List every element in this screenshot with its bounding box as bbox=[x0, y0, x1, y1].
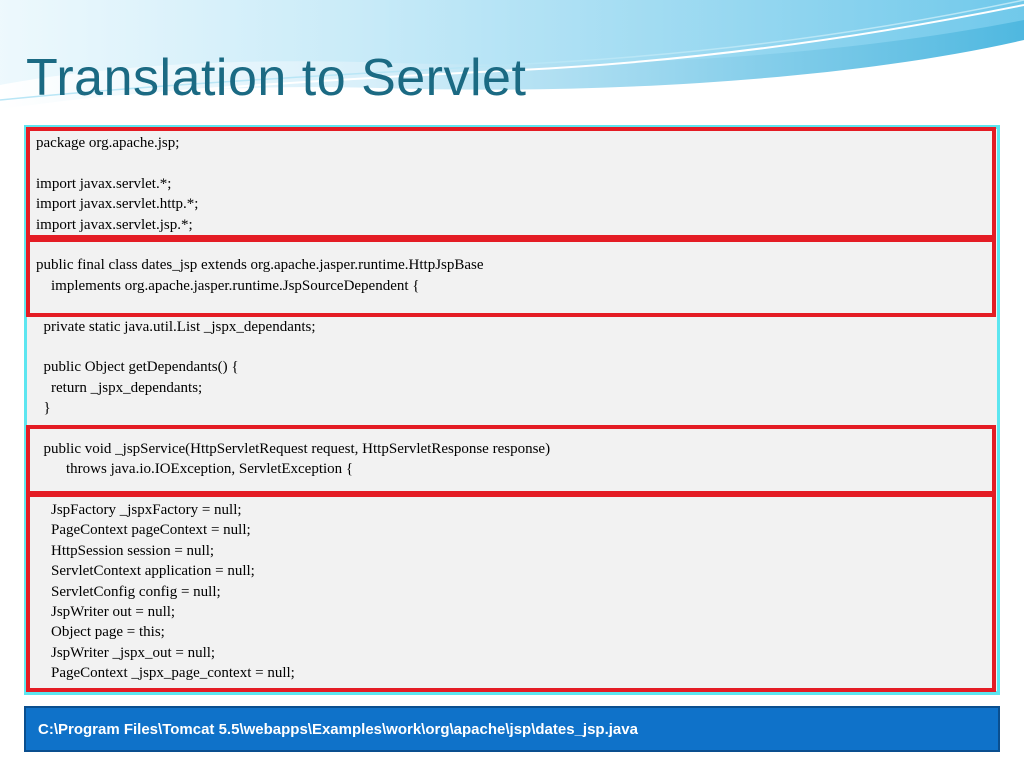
code-line: return _jspx_dependants; bbox=[36, 379, 203, 396]
code-line: public Object getDependants() { bbox=[36, 359, 239, 376]
code-line: import javax.servlet.*; bbox=[36, 175, 172, 192]
code-line: implements org.apache.jasper.runtime.JspSourceDependent { bbox=[36, 277, 420, 294]
code-line: } bbox=[36, 400, 51, 417]
code-line: import javax.servlet.http.*; bbox=[36, 196, 199, 213]
code-line: JspWriter _jspx_out = null; bbox=[36, 644, 216, 661]
code-line: Object page = this; bbox=[36, 624, 165, 641]
code-line: HttpSession session = null; bbox=[36, 542, 215, 559]
code-line: PageContext _jspx_page_context = null; bbox=[36, 665, 295, 682]
slide-title: Translation to Servlet bbox=[26, 49, 527, 107]
code-line: import javax.servlet.jsp.*; bbox=[36, 216, 193, 233]
code-line: throws java.io.IOException, ServletException { bbox=[36, 461, 354, 478]
code-line bbox=[36, 337, 550, 357]
code-line: PageContext pageContext = null; bbox=[36, 522, 251, 539]
code-line: JspWriter out = null; bbox=[36, 603, 176, 620]
file-path-bar bbox=[24, 706, 1000, 752]
highlight-box-jspservice-signature bbox=[26, 425, 996, 495]
code-line: ServletContext application = null; bbox=[36, 563, 255, 580]
highlight-box-local-variables bbox=[26, 493, 996, 692]
code-line: JspFactory _jspxFactory = null; bbox=[36, 502, 242, 519]
code-line: public final class dates_jsp extends org.apache.jasper.runtime.HttpJspBase bbox=[36, 257, 484, 274]
code-line: private static java.util.List _jspx_dependants; bbox=[36, 318, 316, 335]
code-line: package org.apache.jsp; bbox=[36, 135, 180, 151]
code-line: public void _jspService(HttpServletRequest request, HttpServletResponse response) bbox=[36, 440, 551, 457]
code-line: ServletConfig config = null; bbox=[36, 583, 221, 600]
highlight-box-class-declaration bbox=[26, 238, 996, 317]
file-path-text: C:\Program Files\Tomcat 5.5\webapps\Examples\work\org\apache\jsp\dates_jsp.java bbox=[38, 721, 638, 738]
highlight-box-imports bbox=[26, 127, 996, 239]
